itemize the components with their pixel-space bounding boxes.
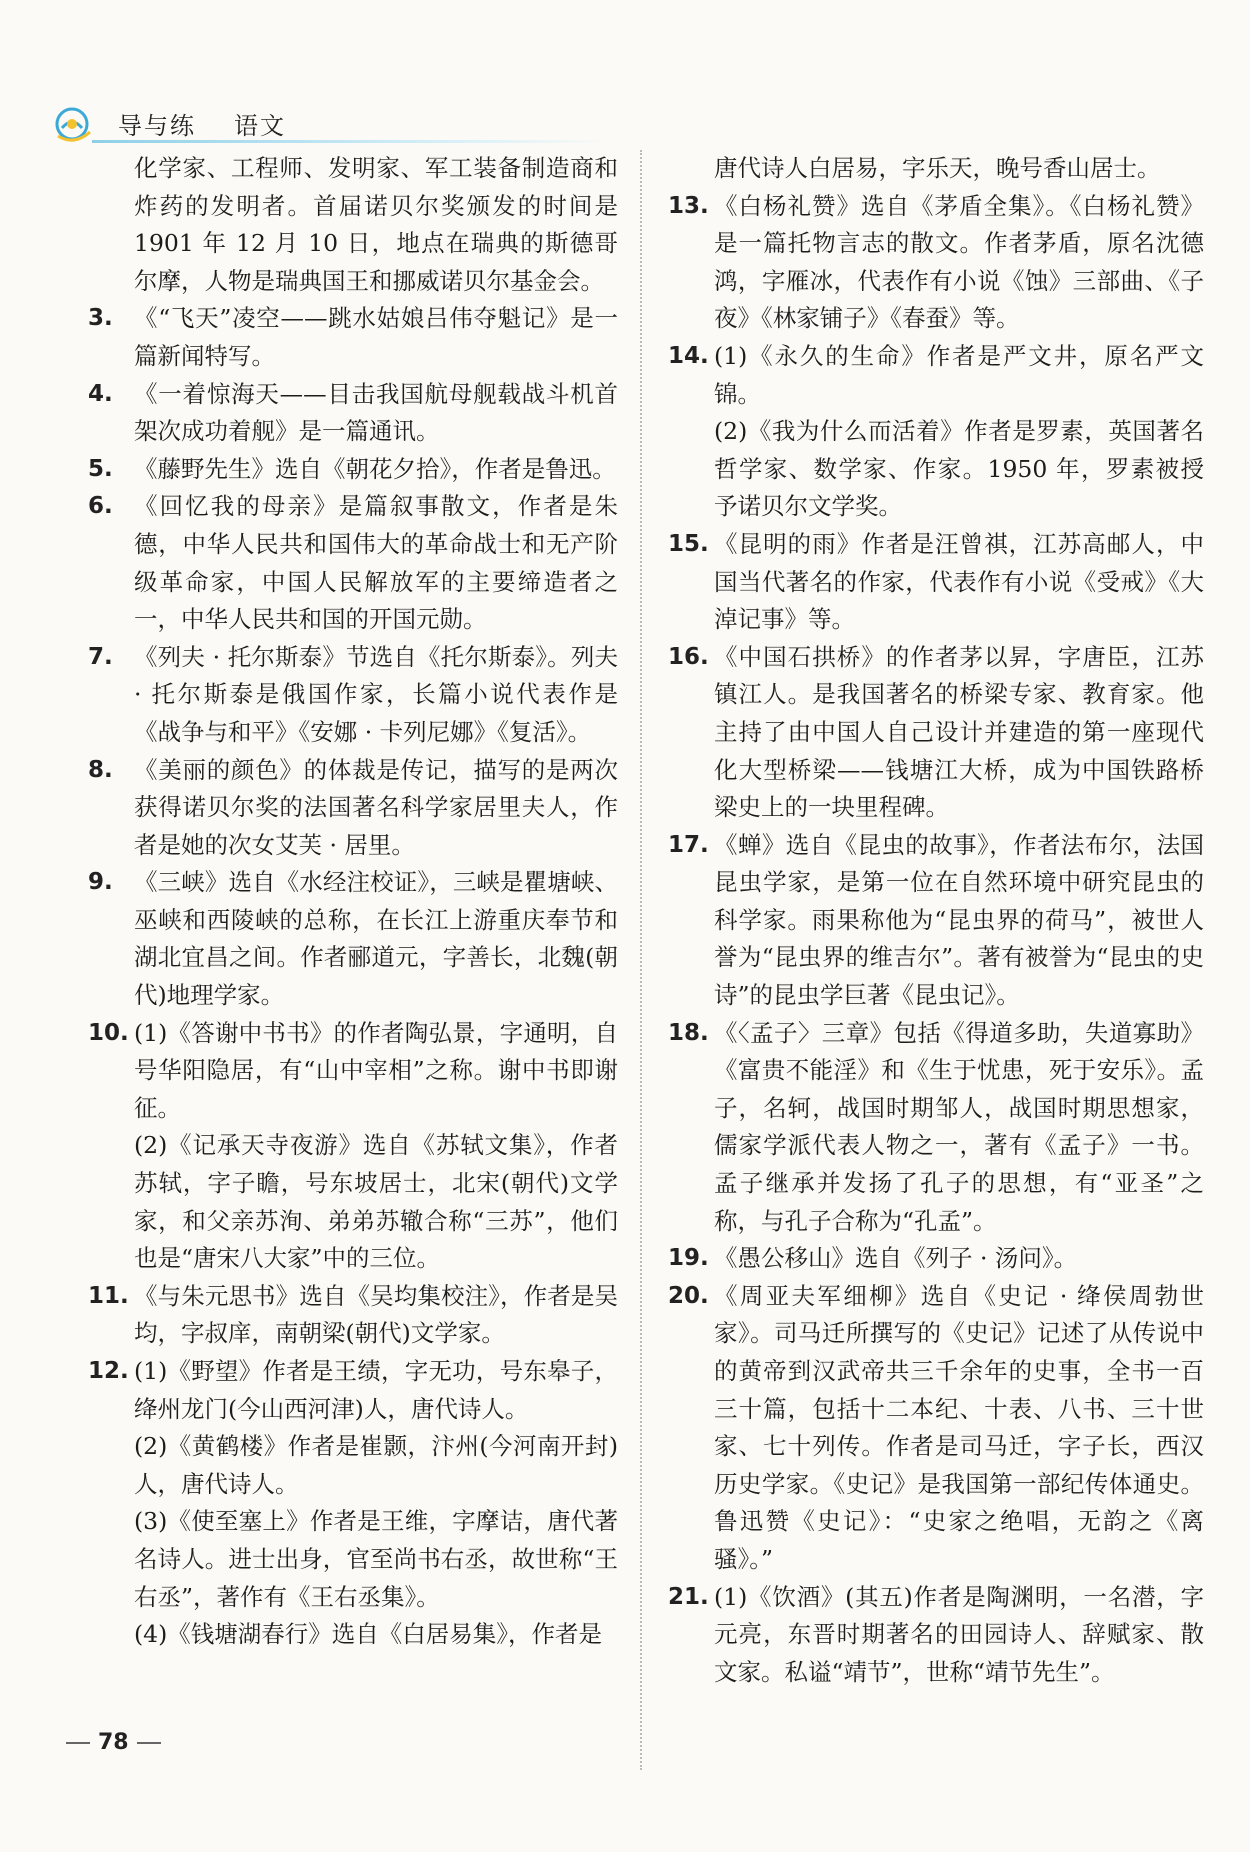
item-number: 13.	[668, 192, 709, 219]
right-column	[668, 150, 1204, 1691]
item-number: 10.	[88, 1019, 129, 1046]
item-text: (2)《黄鹤楼》作者是崔颢，汴州(今河南开封)人，唐代诗人。	[134, 1432, 618, 1498]
item-text: (1)《野望》作者是王绩，字无功，号东皋子，绛州龙门(今山西河津)人，唐代诗人。	[134, 1357, 618, 1423]
item-number: 3.	[88, 305, 113, 332]
answer-item	[668, 188, 1204, 338]
answer-item	[668, 827, 1204, 1015]
item-text: 《藤野先生》选自《朝花夕拾》，作者是鲁迅。	[134, 454, 616, 483]
item-text: 《“飞天”凌空——跳水姑娘吕伟夺魁记》是一篇新闻特写。	[134, 304, 618, 370]
answer-item	[668, 1579, 1204, 1692]
item-text: 《白杨礼赞》选自《茅盾全集》。《白杨礼赞》是一篇托物言志的散文。作者茅盾，原名沈德鸿，字雁冰，代表作有小说《蚀》三部曲、《子夜》《林家铺子》《春蚕》等。	[714, 191, 1204, 333]
answer-item	[668, 1278, 1204, 1579]
item-number: 6.	[88, 493, 113, 520]
book-logo-icon	[52, 102, 96, 146]
item-text: 《愚公移山》选自《列子 · 汤问》。	[714, 1244, 1078, 1273]
answer-item	[668, 526, 1204, 639]
answer-item	[88, 1278, 618, 1353]
item-text: 《蝉》选自《昆虫的故事》，作者法布尔，法国昆虫学家，是第一位在自然环境中研究昆虫的科学家。雨果称他为“昆虫界的荷马”，被世人誉为“昆虫界的维吉尔”。著有被誉为“昆虫的史诗”的昆虫学巨著《昆虫记》。	[714, 830, 1204, 1010]
item-text: 《三峡》选自《水经注校证》，三峡是瞿塘峡、巫峡和西陵峡的总称，在长江上游重庆奉节和湖北宜昌之间。作者郦道元，字善长，北魏(朝代)地理学家。	[134, 868, 618, 1010]
page-footer	[58, 1730, 169, 1755]
item-text: 《美丽的颜色》的体裁是传记，描写的是两次获得诺贝尔奖的法国著名科学家居里夫人，作者是她的次女艾芙 · 居里。	[134, 755, 618, 859]
item-number: 9.	[88, 869, 113, 896]
column-divider	[640, 150, 642, 1770]
item-number: 16.	[668, 643, 709, 670]
item-number: 20.	[668, 1282, 709, 1309]
answer-item	[88, 376, 618, 451]
item-text: (1)《答谢中书书》的作者陶弘景，字通明，自号华阳隐居，有“山中宰相”之称。谢中书即谢征。	[134, 1018, 618, 1122]
item-text: 《周亚夫军细柳》选自《史记 · 绛侯周勃世家》。司马迁所撰写的《史记》记述了从传说中的黄帝到汉武帝共三千余年的史事，全书一百三十篇，包括十二本纪、十表、八书、三十世家、七十列传。作者是司马迁，字子长，西汉历史学家。《史记》是我国第一部纪传体通史。鲁迅赞《史记》：“史家之绝唱，无韵之《离骚》。”	[714, 1281, 1204, 1573]
item-text: 《回忆我的母亲》是篇叙事散文，作者是朱德，中华人民共和国伟大的革命战士和无产阶级革命家，中国人民解放军的主要缔造者之一，中华人民共和国的开国元勋。	[134, 492, 618, 634]
answer-item	[88, 300, 618, 375]
item-text: 《〈孟子〉三章》包括《得道多助，失道寡助》《富贵不能淫》和《生于忧患，死于安乐》。孟子，名轲，战国时期邹人，战国时期思想家，儒家学派代表人物之一，著有《孟子》一书。孟子继承并发扬了孔子的思想，有“亚圣”之称，与孔子合称为“孔孟”。	[714, 1018, 1204, 1235]
page-number: 78	[98, 1730, 129, 1755]
answer-item	[88, 451, 618, 489]
item-number: 11.	[88, 1282, 129, 1309]
answer-item	[668, 1015, 1204, 1241]
page-header	[52, 96, 612, 146]
item-number: 18.	[668, 1019, 709, 1046]
footer-dash-right	[137, 1742, 161, 1744]
item-text: 化学家、工程师、发明家、军工装备制造商和炸药的发明者。首届诺贝尔奖颁发的时间是 1901 年 12 月 10 日，地点在瑞典的斯德哥尔摩，人物是瑞典国王和挪威诺贝尔基金会。	[134, 154, 618, 295]
item-text: (2)《记承天寺夜游》选自《苏轼文集》，作者苏轼，字子瞻，号东坡居士，北宋(朝代)文学家，和父亲苏洵、弟弟苏辙合称“三苏”，他们也是“唐宋八大家”中的三位。	[134, 1131, 618, 1273]
item-text: (2)《我为什么而活着》作者是罗素，英国著名哲学家、数学家、作家。1950 年，罗素被授予诺贝尔文学奖。	[714, 417, 1204, 521]
item-text: 唐代诗人白居易，字乐天，晚号香山居士。	[714, 154, 1161, 182]
item-number: 17.	[668, 831, 709, 858]
answer-item	[668, 338, 1204, 526]
item-number: 7.	[88, 643, 113, 670]
answer-item	[668, 1240, 1204, 1278]
answer-item	[88, 752, 618, 865]
header-title: 导与练	[118, 112, 196, 140]
item-number: 19.	[668, 1245, 709, 1272]
item-number: 4.	[88, 380, 113, 407]
item-text: 《昆明的雨》作者是汪曾祺，江苏高邮人，中国当代著名的作家，代表作有小说《受戒》《大淖记事》等。	[714, 529, 1204, 634]
item-text: (1)《永久的生命》作者是严文井，原名严文锦。	[714, 341, 1204, 408]
answer-item	[668, 639, 1204, 827]
item-text: 《中国石拱桥》的作者茅以昇，字唐臣，江苏镇江人。是我国著名的桥梁专家、教育家。他主持了由中国人自己设计并建造的第一座现代化大型桥梁——钱塘江大桥，成为中国铁路桥梁史上的一块里程碑。	[714, 642, 1204, 822]
left-column	[88, 150, 618, 1654]
item-text: 《一着惊海天——目击我国航母舰载战斗机首架次成功着舰》是一篇通讯。	[134, 379, 618, 446]
item-number: 12.	[88, 1358, 129, 1384]
item-number: 15.	[668, 530, 709, 557]
item-text: 《与朱元思书》选自《吴均集校注》，作者是吴均，字叔庠，南朝梁(朝代)文学家。	[134, 1281, 618, 1348]
item-text: (3)《使至塞上》作者是王维，字摩诘，唐代著名诗人。进士出身，官至尚书右丞，故世称“王右丞”，著作有《王右丞集》。	[134, 1507, 618, 1611]
item-number: 14.	[668, 342, 709, 369]
footer-dash-left	[66, 1742, 90, 1744]
item-text: (1)《饮酒》(其五)作者是陶渊明，一名潜，字元亮，东晋时期著名的田园诗人、辞赋家、散文家。私谥“靖节”，世称“靖节先生”。	[714, 1582, 1204, 1686]
item-number: 21.	[668, 1583, 709, 1610]
answer-item	[88, 864, 618, 1014]
answer-item	[668, 150, 1204, 188]
answer-item	[88, 639, 618, 752]
item-number: 8.	[88, 756, 113, 783]
header-rule	[92, 140, 612, 143]
answer-item	[88, 1353, 618, 1654]
item-text: (4)《钱塘湖春行》选自《白居易集》，作者是	[134, 1620, 603, 1649]
item-number: 5.	[88, 455, 113, 482]
header-subject: 语文	[234, 112, 286, 140]
answer-item	[88, 150, 618, 300]
answer-item	[88, 488, 618, 638]
item-text: 《列夫 · 托尔斯泰》节选自《托尔斯泰》。列夫 · 托尔斯泰是俄国作家，长篇小说代表作是《战争与和平》《安娜 · 卡列尼娜》《复活》。	[134, 642, 618, 746]
answer-item	[88, 1015, 618, 1278]
